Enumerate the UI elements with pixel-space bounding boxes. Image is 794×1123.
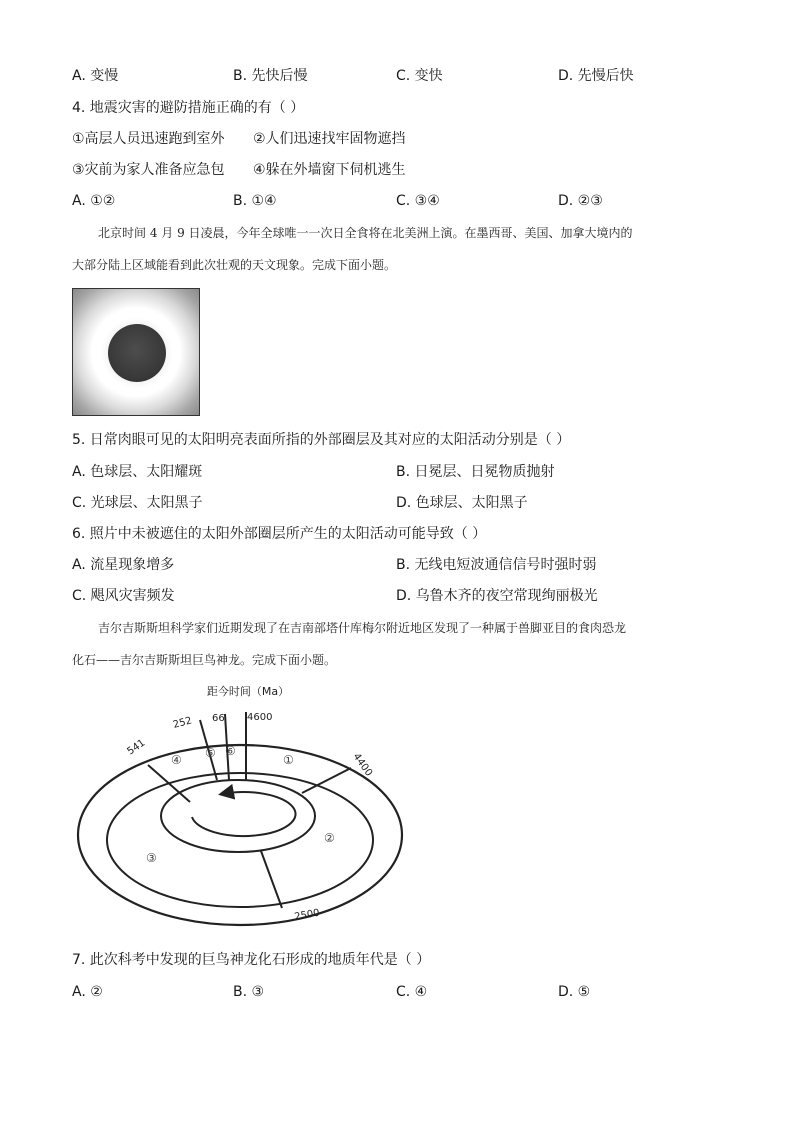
q5-option-b: B. 日冕层、日冕物质抛射 bbox=[396, 464, 555, 480]
zone-2: ② bbox=[324, 831, 335, 845]
q5-option-c: C. 光球层、太阳黑子 bbox=[72, 495, 203, 511]
q6-option-d: D. 乌鲁木齐的夜空常现绚丽极光 bbox=[396, 588, 598, 604]
tick-2500: 2500 bbox=[293, 907, 321, 923]
q4-option-a: A. ①② bbox=[72, 193, 116, 209]
q3-option-c: C. 变快 bbox=[396, 68, 443, 84]
q3-option-d: D. 先慢后快 bbox=[558, 68, 634, 84]
q3-option-b: B. 先快后慢 bbox=[233, 68, 308, 84]
q6-option-c: C. 飓风灾害频发 bbox=[72, 588, 175, 604]
zone-6: ⑥ bbox=[225, 744, 236, 758]
tick-4400: 4400 bbox=[350, 751, 375, 779]
q7-stem: 7. 此次科考中发现的巨鸟神龙化石形成的地质年代是（ ） bbox=[72, 952, 431, 968]
q6-stem: 6. 照片中未被遮住的太阳外部圈层所产生的太阳活动可能导致（ ） bbox=[72, 526, 487, 542]
q4-item-3: ③灾前为家人准备应急包 bbox=[72, 162, 225, 178]
tick-4600: 4600 bbox=[247, 712, 273, 723]
zone-1: ① bbox=[283, 753, 294, 767]
q7-option-c: C. ④ bbox=[396, 984, 428, 1000]
passage-2-line-1: 吉尔吉斯斯坦科学家们近期发现了在吉南部塔什库梅尔附近地区发现了一种属于兽脚亚目的食肉恐龙 bbox=[98, 621, 627, 635]
q3-option-a: A. 变慢 bbox=[72, 68, 119, 84]
tick-252: 252 bbox=[171, 715, 194, 731]
q5-option-a: A. 色球层、太阳耀斑 bbox=[72, 464, 203, 480]
rotation-arrow bbox=[192, 792, 296, 836]
q4-item-4: ④躲在外墙窗下伺机逃生 bbox=[253, 162, 406, 178]
q5-option-d: D. 色球层、太阳黑子 bbox=[396, 495, 528, 511]
q7-option-b: B. ③ bbox=[233, 984, 265, 1000]
q7-option-d: D. ⑤ bbox=[558, 984, 591, 1000]
zone-5: ⑤ bbox=[205, 746, 216, 760]
passage-2-line-2: 化石——吉尔吉斯斯坦巨鸟神龙。完成下面小题。 bbox=[72, 653, 337, 667]
tick-541: 541 bbox=[125, 737, 148, 758]
q4-stem: 4. 地震灾害的避防措施正确的有（ ） bbox=[72, 100, 305, 116]
diagram-title: 距今时间（Ma） bbox=[206, 685, 290, 698]
q4-item-2: ②人们迅速找牢固物遮挡 bbox=[253, 131, 406, 147]
geologic-time-diagram bbox=[70, 680, 410, 930]
q6-option-b: B. 无线电短波通信信号时强时弱 bbox=[396, 557, 597, 573]
passage-1-line-2: 大部分陆上区域能看到此次壮观的天文现象。完成下面小题。 bbox=[72, 258, 397, 272]
q5-stem: 5. 日常肉眼可见的太阳明亮表面所指的外部圈层及其对应的太阳活动分别是（ ） bbox=[72, 432, 571, 448]
q4-item-1: ①高层人员迅速跑到室外 bbox=[72, 131, 225, 147]
q4-option-b: B. ①④ bbox=[233, 193, 277, 209]
solar-eclipse-photo bbox=[72, 288, 200, 416]
q4-option-d: D. ②③ bbox=[558, 193, 603, 209]
divider-2500 bbox=[261, 851, 282, 908]
q4-option-c: C. ③④ bbox=[396, 193, 440, 209]
inner-ellipse-1 bbox=[161, 780, 315, 852]
zone-3: ③ bbox=[146, 851, 157, 865]
zone-4: ④ bbox=[171, 753, 182, 767]
tick-66: 66 bbox=[212, 713, 225, 724]
passage-1-line-1: 北京时间 4 月 9 日凌晨，今年全球唯一一次日全食将在北美洲上演。在墨西哥、美国、加拿大境内的 bbox=[98, 226, 633, 240]
q7-option-a: A. ② bbox=[72, 984, 103, 1000]
divider-541 bbox=[148, 765, 190, 802]
moon-disk bbox=[108, 324, 166, 382]
q6-option-a: A. 流星现象增多 bbox=[72, 557, 175, 573]
